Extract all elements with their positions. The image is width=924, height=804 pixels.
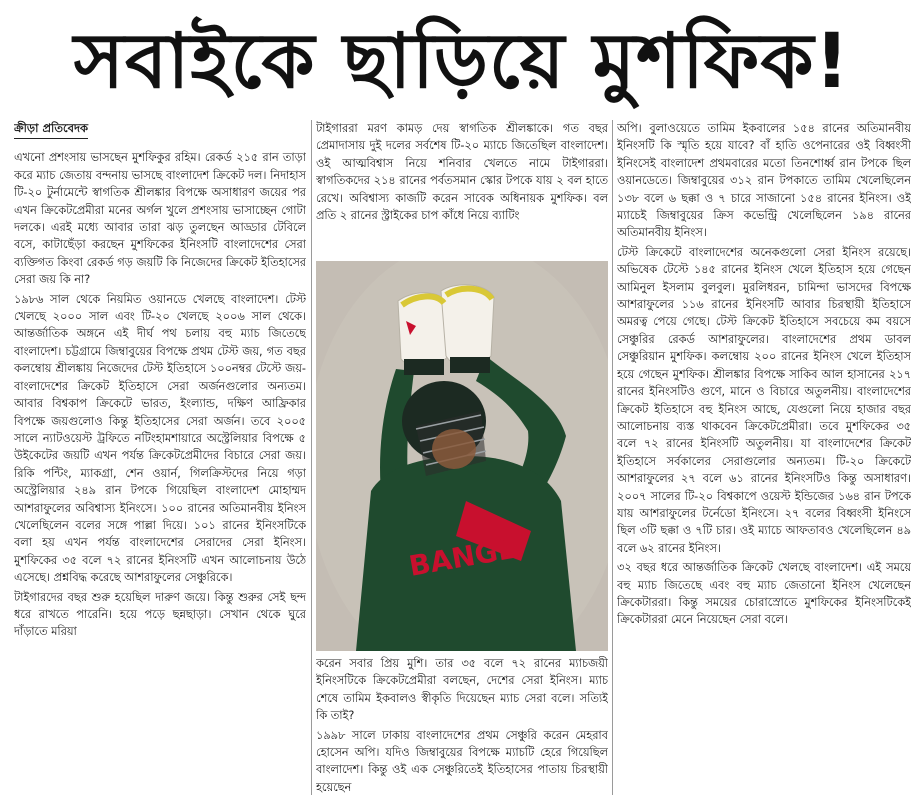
column-2-bottom-text bbox=[316, 655, 608, 800]
article-column-1 bbox=[14, 120, 306, 800]
paragraph: টেস্ট ক্রিকেটে বাংলাদেশের অনেকগুলো সেরা ইনিংস রয়েছে। অভিষেক টেস্টে ১৪৫ রানের ইনিংস খেলে ইতিহাস হয়ে গেছেন আমিনুল ইসলাম বুলবুল। মুরলিধরন, চামিন্দা ভাসদের বিপক্ষে আশরাফুলের ১১৬ রানের ইনিংসটি আবার চিরস্থায়ী ইতিহাসে অমরত্ব পেয়ে গেছে। টেস্ট ক্রিকেট ইতিহাসে সবচেয়ে কম বয়সে সেঞ্চুরির রেকর্ড আশরাফুলের। বাংলাদেশের প্রথম ডাবল সেঞ্চুরিয়ান মুশফিক। কলম্বোয় ২০০ রানের ইনিংস খেলে ইতিহাস হয়ে গেছেন মুশফিক। শ্রীলঙ্কার বিপক্ষে সাকিব আল হাসানের ২১৭ রানের ইনিংসটিও গুণে, মানে ও বিচারে অতুলনীয়। বাংলাদেশের ক্রিকেট ইতিহাসে বহু ইনিংস আছে, যেগুলো নিয়ে হাজার বছর আলোচনায় ব্যস্ত থাকবেন ক্রিকেটপ্রেমীরা। তবে মুশফিকের ৩৫ বলে ৭২ রানের ইনিংসটি অতুলনীয়। যা বাংলাদেশের ক্রিকেট ইতিহাসে সর্বকালের সেরাগুলোর অন্যতম। টি-২০ ক্রিকেটে আশরাফুলের ২৭ বলে ৬১ রানের ইনিংসটিও কিন্তু অসাধারণ। ২০০৭ সালের টি-২০ বিশ্বকাপে ওয়েস্ট ইন্ডিজের ১৬৪ রান টপকে যায় আশরাফুলের টর্নেডো ইনিংসে। ২৭ বলের বিধ্বংসী ইনিংসে ছিল ৩টি ছক্কা ও ৭টি চার। ওই ম্যাচে আফতাবও খেলেছিলেন ৪৯ বলে ৬২ রানের ইনিংস। bbox=[617, 245, 911, 555]
player-photo bbox=[316, 261, 608, 651]
column-divider-1 bbox=[311, 120, 312, 795]
paragraph: ৩২ বছর ধরে আন্তর্জাতিক ক্রিকেট খেলছে বাংলাদেশ। এই সময়ে বহু ম্যাচ জিতেছে এবং বহু ম্যাচ জেতানো ইনিংস খেলেছেন ক্রিকেটাররা। কিন্তু সময়ের চোরাস্রোতে মুশফিকের ইনিংসটিকেই ক্রিকেটাররা মেনে নিয়েছেন সেরা বলে। bbox=[617, 561, 911, 627]
column-2-top-text bbox=[316, 120, 608, 255]
paragraph: টাইগাররা মরণ কামড় দেয় স্বাগতিক শ্রীলঙ্কাকে। গত বছর প্রেমাদাসায় দুই দলের সর্বশেষ টি-২০ ম্যাচে জিতেছিল বাংলাদেশ। ওই আত্মবিশ্বাস নিয়ে শনিবার খেলতে নামে টাইগাররা। স্বাগতিকদের ২১৪ রানের পর্বতসমান স্কোর টপকে যায় ২ বল হাতে রেখে। অবিশ্বাস্য কাজটি করেন সাবেক অধিনায়ক মুশফিক। বল প্রতি ২ রানের স্ট্রাইকের চাপ কাঁধে নিয়ে ব্যাটিং bbox=[316, 122, 608, 223]
paragraph: অপি। বুলাওয়েতে তামিম ইকবালের ১৫৪ রানের অতিমানবীয় ইনিংসটি কি স্মৃতি হয়ে যাবে? বাঁ হাতি ওপেনারের ওই বিধ্বংসী ইনিংসেই বাংলাদেশ প্রথমবারের মতো তিনশোর্ধ্ব রান টপকে ছিল ওয়ানডেতে। জিম্বাবুয়ের ৩১২ রান টপকাতে তামিম খেলেছিলেন ১৩৮ বলে ৬ ছক্কা ও ৭ চারে সাজানো ১৫৪ রানের ইনিংস। ওই ম্যাচেই জিম্বাবুয়ের ক্রিস কভেন্ট্রি খেলেছিলেন ১৯৪ রানের অতিমানবীয় ইনিংস। bbox=[617, 122, 911, 240]
paragraph: ১৯৯৮ সালে ঢাকায় বাংলাদেশের প্রথম সেঞ্চুরি করেন মেহরাব হোসেন অপি। যদিও জিম্বাবুয়ের বিপক্ষে ম্যাচটি হেরে গিয়েছিল বাংলাদেশ। কিন্তু ওই এক সেঞ্চুরিতেই ইতিহাসের পাতায় চিরস্থায়ী হয়েছেন bbox=[316, 728, 608, 794]
player-photo-illustration bbox=[316, 261, 608, 651]
article-column-2 bbox=[316, 120, 608, 800]
paragraph: ১৯৮৬ সাল থেকে নিয়মিত ওয়ানডে খেলছে বাংলাদেশ। টেস্ট খেলছে ২০০০ সাল এবং টি-২০ খেলছে ২০০৬ সাল থেকে। আন্তর্জাতিক অঙ্গনে এই দীর্ঘ পথ চলায় বহু ম্যাচ জিতেছে বাংলাদেশ। চট্টগ্রামে জিম্বাবুয়ের বিপক্ষে প্রথম টেস্ট জয়, গত বছর কলম্বোয় শ্রীলঙ্কায় নিজেদের টেস্ট ইতিহাসে ১০০নম্বর টেস্টে জয়-বাংলাদেশের ক্রিকেট ইতিহাসে সেরা অর্জনগুলোর অন্যতম। আবার বিশ্বকাপ ক্রিকেটে ভারত, ইংল্যান্ড, দক্ষিণ আফ্রিকার বিপক্ষে জয়গুলোও কিন্তু ইতিহাসের সেরা অর্জন। তবে ২০০৫ সালে ন্যাটওয়েস্ট ট্রফিতে নটিংহামশায়ারে অস্ট্রেলিয়ার বিপক্ষে ৫ উইকেটের জয়টি এখন পর্যন্ত ক্রিকেটপ্রেমীদের বিচারে সেরা জয়। রিকি পন্টিং, ম্যাকগ্রা, শেন ওয়ার্ন, গিলক্রিস্টদের নিয়ে গড়া অস্ট্রেলিয়ার ২৪৯ রান টপকে গিয়েছিল বাংলাদেশ মোহাম্মদ আশরাফুলের অবিশ্বাস্য ইনিংসে। ১০০ রানের অতিমানবীয় ইনিংস খেলেছিলেন বলের সঙ্গে পাল্লা দিয়ে। ১০১ রানের ইনিংসটিকে বলা হয় এখন পর্যন্ত বাংলাদেশের সেরাদের সেরা ইনিংস। মুশফিকের ৩৫ বলে ৭২ রানের ইনিংসটি এখন আলোচনায় উঠে এসেছে। প্রশ্নবিদ্ধ করেছে আশরাফুলের সেঞ্চুরিকে। bbox=[14, 292, 306, 585]
byline: ক্রীড়া প্রতিবেদক bbox=[14, 120, 88, 139]
article-column-3 bbox=[617, 120, 911, 800]
column-divider-2 bbox=[612, 120, 613, 795]
paragraph: টাইগারদের বছর শুরু হয়েছিল দারুণ জয়ে। কিন্তু শুরুর সেই ছন্দ ধরে রাখতে পারেনি। হয়ে পড়ে ছন্নছাড়া। সেখান থেকে ঘুরে দাঁড়াতে মরিয়া bbox=[14, 590, 306, 639]
paragraph: এখনো প্রশংসায় ভাসছেন মুশফিকুর রহিম। রেকর্ড ২১৫ রান তাড়া করে ম্যাচ জেতায় বন্দনায় ভাসছে বাংলাদেশ ক্রিকেট দল। নিদাহাস টি-২০ টুর্নামেন্টে স্বাগতিক শ্রীলঙ্কার বিপক্ষে অসাধারণ জয়ের পর এখন ক্রিকেটপ্রেমীরা মনের অর্গল খুলে প্রশংসায় ভাসাচ্ছেন গোটা দলকে। এরই মধ্যে আবার তারা ঝড় তুলছেন আড্ডার টেবিলে বসে, কাটাছেঁড়া করছেন মুশফিকের ইনিংসটি বাংলাদেশের সেরা ব্যক্তিগত কিংবা রেকর্ড গড় জয়টি কি নিজেদের ক্রিকেট ইতিহাসের সেরা জয় কি না? bbox=[14, 151, 306, 287]
jersey-text: BANGL bbox=[406, 531, 518, 583]
headline: সবাইকে ছাড়িয়ে মুশফিক! bbox=[73, 16, 851, 105]
paragraph: করেন সবার প্রিয় মুশি। তার ৩৫ বলে ৭২ রানের ম্যাচজয়ী ইনিংসটিকে ক্রিকেটপ্রেমীরা বলছেন, দেশের সেরা ইনিংস। ম্যাচ শেষে তামিম ইকবালও স্বীকৃতি দিয়েছেন ম্যাচ সেরা বলে। সত্যিই কি তাই? bbox=[316, 657, 608, 723]
